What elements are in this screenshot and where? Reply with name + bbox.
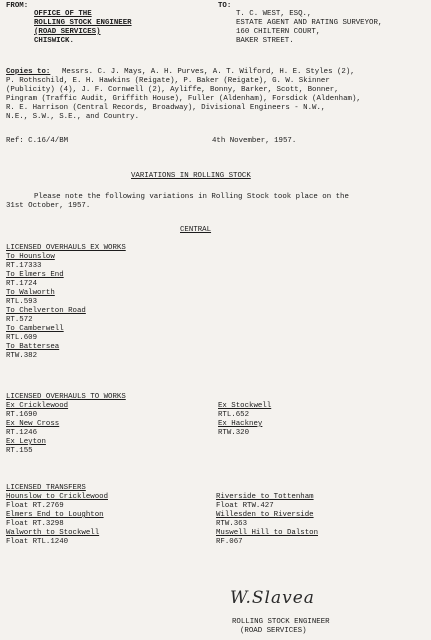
copies-line: P. Rothschild, E. H. Hawkins (Reigate), P. Baker (Reigate), G. W. Skinner xyxy=(6,77,330,85)
to-line: T. C. WEST, ESQ., xyxy=(236,10,312,18)
memo-date: 4th November, 1957. xyxy=(212,137,297,145)
copies-line: (Publicity) (4), J. F. Cornwell (2), Ayliffe, Bonny, Barker, Scott, Bonner, xyxy=(6,86,339,94)
list-item-destination: To Camberwell xyxy=(6,325,64,333)
list-item-vehicle: RTL.593 xyxy=(6,298,38,306)
copies-line: Messrs. C. J. Mays, A. H. Purves, A. T. Wilford, H. E. Styles (2), xyxy=(62,68,355,76)
copies-list xyxy=(6,77,361,122)
intro-line: Please note the following variations in Rolling Stock took place on the xyxy=(34,193,349,201)
to-line: ESTATE AGENT AND RATING SURVEYOR, xyxy=(236,19,383,27)
list-item-destination: Muswell Hill to Dalston xyxy=(216,529,319,537)
from-address xyxy=(34,10,132,46)
list-item-vehicle: RT.17333 xyxy=(6,262,42,270)
list-item-destination: Elmers End to Loughton xyxy=(6,511,104,519)
copies-line: N.E., S.W., S.E., and Country. xyxy=(6,113,140,121)
ex-works-list xyxy=(6,244,126,361)
list-item-destination: Ex Stockwell xyxy=(218,402,272,410)
handwritten-signature: W.Slavea xyxy=(230,588,315,608)
transfers-list-left xyxy=(6,484,108,547)
from-line: ROLLING STOCK ENGINEER xyxy=(34,19,132,27)
list-item-vehicle: Float RTW.427 xyxy=(216,502,274,510)
list-item-destination: Riverside to Tottenham xyxy=(216,493,314,501)
list-item-vehicle: RT.155 xyxy=(6,447,33,455)
list-item-vehicle: RTW.320 xyxy=(218,429,250,437)
intro-line: 31st October, 1957. xyxy=(6,202,91,210)
to-works-list-left xyxy=(6,393,126,456)
list-item-destination: To Elmers End xyxy=(6,271,64,279)
to-label: TO: xyxy=(218,2,232,10)
from-label: FROM: xyxy=(6,2,29,10)
reference: Ref: C.16/4/BM xyxy=(6,137,69,145)
list-item-vehicle: RTW.363 xyxy=(216,520,248,528)
from-line: (ROAD SERVICES) xyxy=(34,28,101,36)
section-heading: CENTRAL xyxy=(180,226,212,234)
to-line: 160 CHILTERN COURT, xyxy=(236,28,321,36)
to-works-list-right xyxy=(218,402,271,438)
copies-label: Copies to: xyxy=(6,68,51,76)
transfers-heading: LICENSED TRANSFERS xyxy=(6,484,86,492)
list-item-vehicle: Float RTL.1240 xyxy=(6,538,69,546)
copies-line: Pingram (Traffic Audit, Griffith House), Fuller (Aldenham), Forsdick (Aldenham), xyxy=(6,95,361,103)
list-item-vehicle: RTW.382 xyxy=(6,352,38,360)
list-item-destination: Willesden to Riverside xyxy=(216,511,314,519)
list-item-destination: To Walworth xyxy=(6,289,55,297)
list-item-vehicle: RT.1246 xyxy=(6,429,38,437)
list-item-vehicle: RT.1690 xyxy=(6,411,38,419)
list-item-destination: Walworth to Stockwell xyxy=(6,529,100,537)
list-item-destination: To Battersea xyxy=(6,343,60,351)
document-title: VARIATIONS IN ROLLING STOCK xyxy=(131,172,251,180)
copies-line: R. E. Harrison (Central Records, Broadway), Divisional Engineers - N.W., xyxy=(6,104,326,112)
to-line: BAKER STREET. xyxy=(236,37,294,45)
from-line: OFFICE OF THE xyxy=(34,10,92,18)
list-item-vehicle: RT.572 xyxy=(6,316,33,324)
list-item-destination: Ex Leyton xyxy=(6,438,46,446)
to-address xyxy=(236,10,382,46)
list-item-vehicle: RT.1724 xyxy=(6,280,38,288)
list-item-vehicle: RTL.652 xyxy=(218,411,250,419)
signatory-title: ROLLING STOCK ENGINEER xyxy=(232,618,330,626)
list-item-destination: Ex Cricklewood xyxy=(6,402,69,410)
to-works-heading: LICENSED OVERHAULS TO WORKS xyxy=(6,393,126,401)
list-item-destination: Ex New Cross xyxy=(6,420,60,428)
ex-works-heading: LICENSED OVERHAULS EX WORKS xyxy=(6,244,126,252)
signatory-dept: (ROAD SERVICES) xyxy=(240,627,307,635)
list-item-destination: To Chelverton Road xyxy=(6,307,86,315)
list-item-vehicle: RTL.609 xyxy=(6,334,38,342)
list-item-vehicle: RF.067 xyxy=(216,538,243,546)
list-item-destination: Hounslow to Cricklewood xyxy=(6,493,109,501)
list-item-destination: Ex Hackney xyxy=(218,420,263,428)
list-item-vehicle: Float RT.3298 xyxy=(6,520,64,528)
transfers-list-right xyxy=(216,493,318,547)
from-line: CHISWICK. xyxy=(34,37,74,45)
list-item-vehicle: Float RT.2769 xyxy=(6,502,64,510)
list-item-destination: To Hounslow xyxy=(6,253,55,261)
